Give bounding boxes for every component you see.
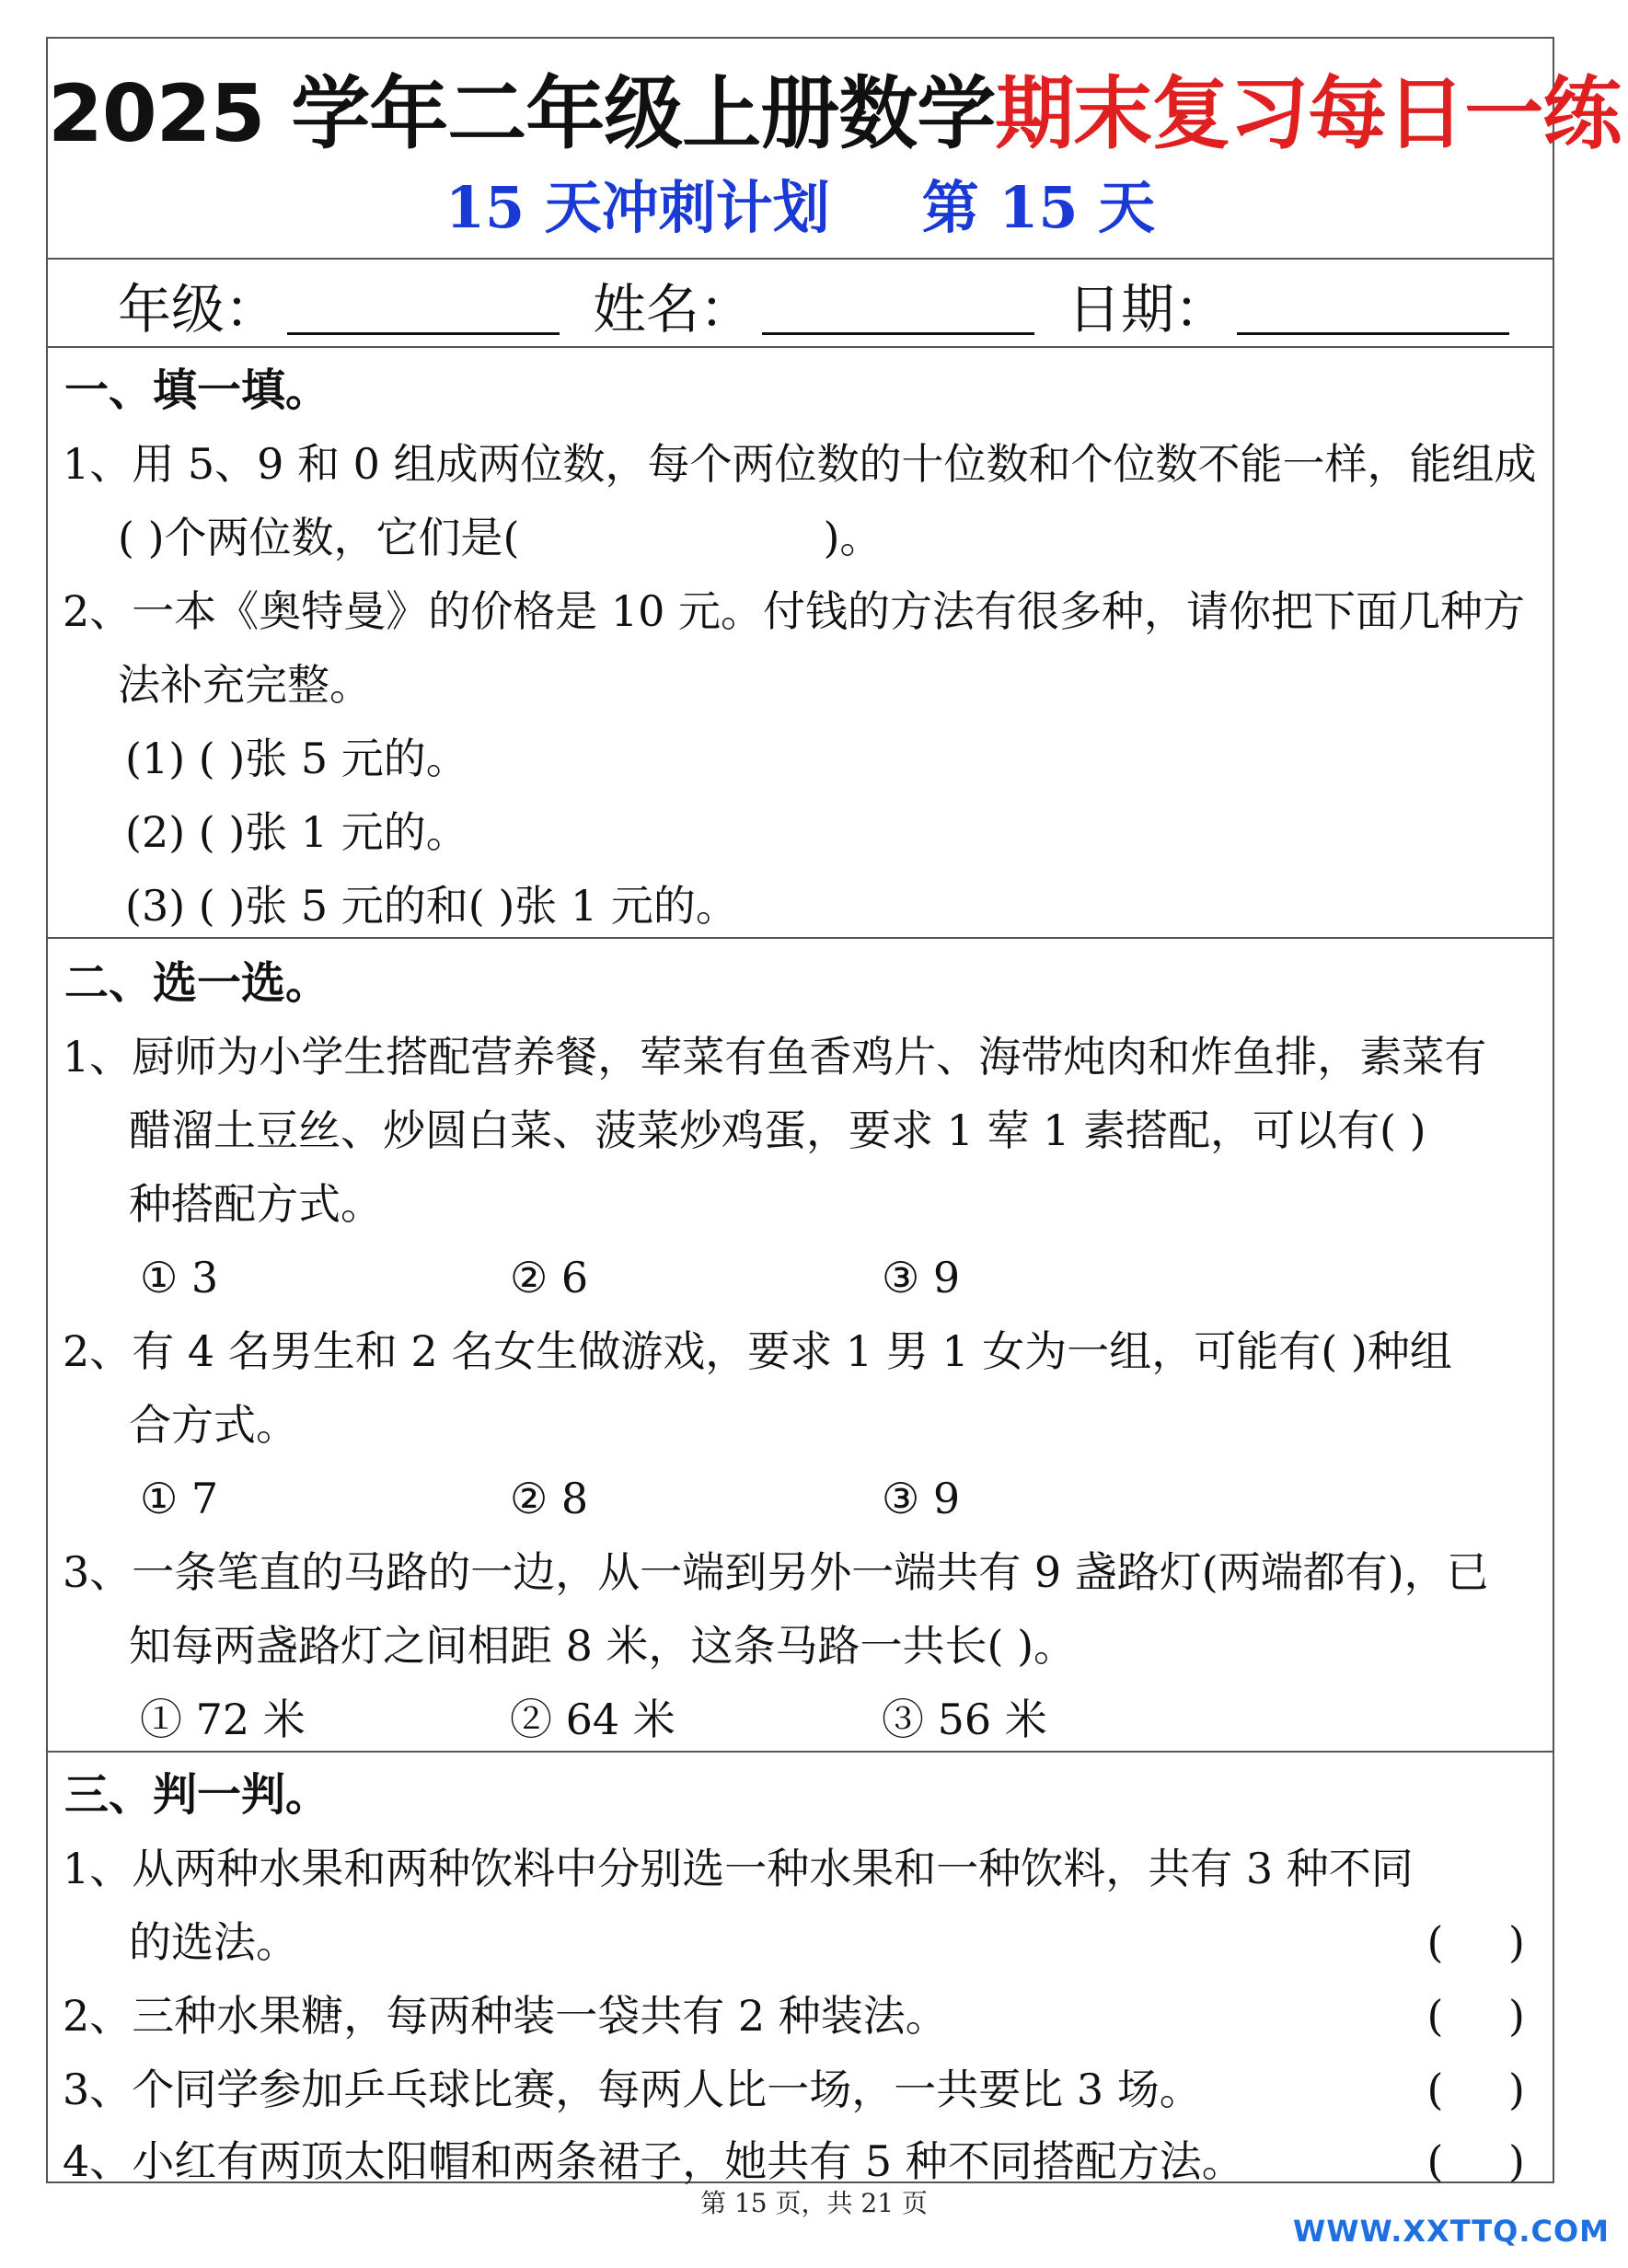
s2-q2-line1: 2、有 4 名男生和 2 名女生做游戏，要求 1 男 1 女为一组，可能有( )种组 [63, 1326, 1452, 1376]
name-label: 姓名： [593, 278, 754, 341]
answer-box[interactable]: ( ) [1426, 2136, 1525, 2186]
title-black-part: 2025 学年二年级上册数学 [48, 68, 996, 160]
worksheet [46, 37, 1622, 2186]
student-info-row [118, 276, 1509, 342]
option[interactable]: ③ 56 米 [882, 1695, 1047, 1744]
answer-box[interactable]: ( ) [1426, 1991, 1525, 2041]
s2-q1-line3: 种搭配方式。 [129, 1179, 383, 1229]
title-red-part: 期末复习每日一练 [995, 68, 1622, 160]
s3-q3: 3、个同学参加乒乓球比赛，每两人比一场，一共要比 3 场。 [63, 2065, 1202, 2114]
s2-q1-line2: 醋溜土豆丝、炒圆白菜、菠菜炒鸡蛋，要求 1 荤 1 素搭配，可以有( ) [129, 1105, 1426, 1155]
date-label: 日期： [1068, 278, 1229, 341]
worksheet-title [48, 68, 1622, 160]
s3-q1-line1: 1、从两种水果和两种饮料中分别选一种水果和一种饮料，共有 3 种不同 [63, 1844, 1414, 1893]
option[interactable]: ① 72 米 [140, 1695, 306, 1744]
s1-q1-line2 [118, 510, 882, 565]
divider [48, 937, 1553, 939]
name-field [593, 276, 1034, 342]
s2-q3-options [140, 1692, 1060, 1747]
grade-label: 年级： [118, 278, 279, 341]
s2-q3-line1: 3、一条笔直的马路的一边，从一端到另外一端共有 9 盏路灯(两端都有)，已 [63, 1547, 1489, 1597]
s1-q2-sub2: (2) ( )张 1 元的。 [125, 807, 468, 857]
s3-q2: 2、三种水果糖，每两种装一袋共有 2 种装法。 [63, 1991, 948, 2041]
s1-q2-line2: 法补充完整。 [118, 660, 372, 710]
s1-q2-sub1: (1) ( )张 5 元的。 [125, 734, 468, 783]
s3-q1-line2: 的选法。 [129, 1917, 298, 1967]
s2-q2-options [140, 1471, 1060, 1526]
option[interactable]: ③ 9 [882, 1474, 961, 1523]
s2-q3-line2: 知每两盏路灯之间相距 8 米，这条马路一共长( )。 [129, 1621, 1077, 1671]
s2-q1-options [140, 1250, 1060, 1305]
divider [48, 1751, 1553, 1753]
s2-q2-line2: 合方式。 [129, 1400, 298, 1450]
option[interactable]: ② 6 [510, 1253, 589, 1302]
name-blank[interactable] [762, 281, 1034, 335]
s1-q2-sub3: (3) ( )张 5 元的和( )张 1 元的。 [125, 881, 738, 931]
day-label: 第 15 天 [921, 174, 1156, 241]
s1-q2-line1: 2、一本《奥特曼》的价格是 10 元。付钱的方法有很多种，请你把下面几种方 [63, 586, 1526, 636]
date-blank[interactable] [1237, 281, 1509, 335]
s3-q4: 4、小红有两顶太阳帽和两条裙子，她共有 5 种不同搭配方法。 [63, 2136, 1244, 2186]
s1-q1-line2-b: )。 [823, 513, 883, 562]
s2-q1-line1: 1、厨师为小学生搭配营养餐，荤菜有鱼香鸡片、海带炖肉和炸鱼排，素菜有 [63, 1032, 1487, 1082]
option[interactable]: ② 64 米 [510, 1695, 675, 1744]
page-number: 第 15 页，共 21 页 [700, 2188, 928, 2218]
s1-q1-line1: 1、用 5、9 和 0 组成两位数，每个两位数的十位数和个位数不能一样，能组成 [63, 439, 1537, 489]
grade-blank[interactable] [287, 281, 560, 335]
answer-box[interactable]: ( ) [1426, 1917, 1525, 1967]
section-2-title: 二、选一选。 [64, 957, 330, 1009]
option[interactable]: ③ 9 [882, 1253, 961, 1302]
answer-box[interactable]: ( ) [1426, 2065, 1525, 2114]
worksheet-subtitle [48, 173, 1553, 243]
grade-field [118, 276, 560, 342]
s1-q1-line2-a: ( )个两位数，它们是( [118, 513, 520, 562]
section-3-title: 三、判一判。 [64, 1769, 330, 1821]
section-1-title: 一、填一填。 [64, 364, 330, 416]
option[interactable]: ① 3 [140, 1253, 219, 1302]
plan-label: 15 天冲刺计划 [445, 174, 830, 241]
option[interactable]: ① 7 [140, 1474, 219, 1523]
option[interactable]: ② 8 [510, 1474, 589, 1523]
site-watermark: WWW.XXTTQ.COM [1292, 2214, 1610, 2249]
date-field [1068, 276, 1509, 342]
divider [48, 346, 1553, 348]
divider [48, 258, 1553, 260]
